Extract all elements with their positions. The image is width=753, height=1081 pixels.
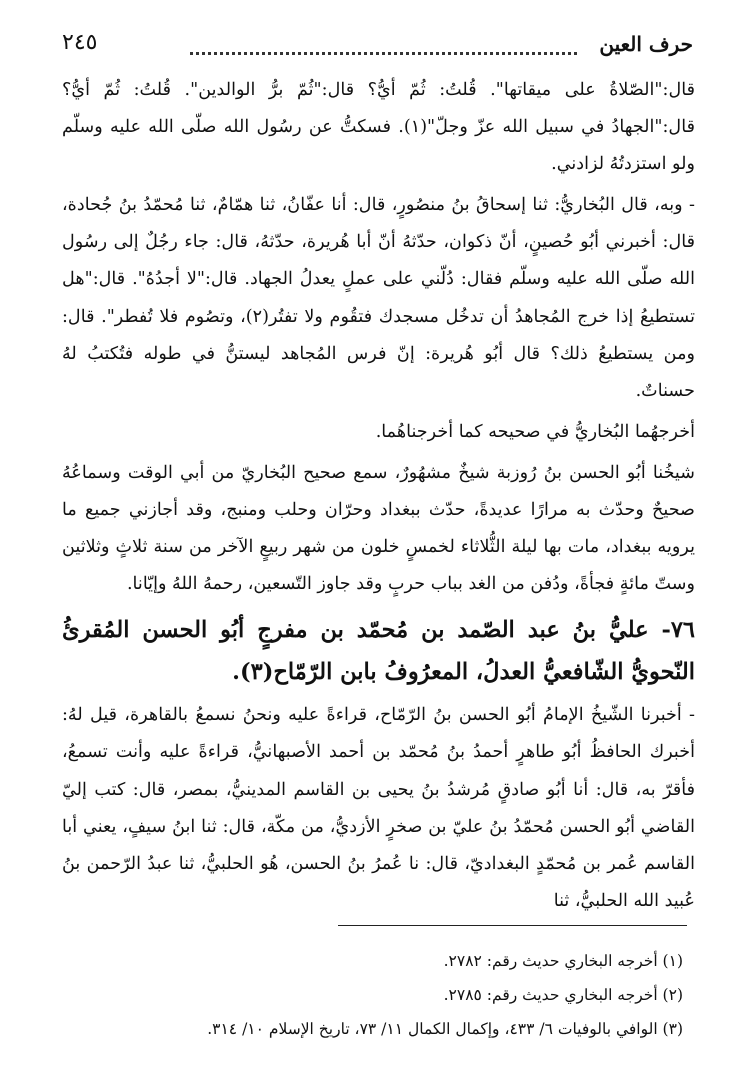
- chapter-title: حرف العين: [599, 32, 693, 56]
- main-text: [62, 72, 695, 920]
- footnote-1: (١) أخرجه البخاري حديث رقم: ٢٧٨٢.: [443, 952, 683, 970]
- paragraph-hadith-1: قال:"الصّلاةُ على ميقاتها". قُلتُ: ثُمّ أيُّ؟ قال:"ثُمّ برُّ الوالدين". قُلتُ: ثُمّ أيُّ؟ قال:"الجهادُ في سبيل الله عزّ وجلّ"(١). فسكتُّ عن رسُول الله صلّى الله عليه وسلّم ولو استزدتُهُ لزادني.: [62, 80, 695, 175]
- header-dotted-leader: [190, 52, 577, 55]
- paragraph-biography: شيخُنا أبُو الحسن بنُ رُوزبة شيخٌ مشهُورٌ، سمع صحيح البُخاريّ من أبي الوقت وسماعُهُ صحيحٌ وحدّث به مرارًا عديدةً، حدّث ببغداد وحرّان وحلب ومنبج، وقد أجازني جميع ما يرويه ببغداد، مات بها ليلة الثُّلاثاء لخمسٍ خلون من شهر ربيعٍ الآخر من سنة ثلاثٍ وثلاثين وستّ مائةٍ فجأةً، ودُفن من الغد بباب حربٍ وقد جاوز التّسعين، رحمهُ اللهُ وإيّانا.: [62, 462, 695, 595]
- footnote-separator: [338, 925, 687, 926]
- footnote-3: (٣) الوافي بالوفيات ٦/ ٤٣٣، وإكمال الكمال ١١/ ٧٣، تاريخ الإسلام ١٠/ ٣١٤.: [207, 1020, 683, 1038]
- entry-heading-76: ٧٦- عليُّ بنُ عبد الصّمد بن مُحمّد بن مفرجٍ أبُو الحسن المُقرئُ النّحويُّ الشّافعيُّ العدلُ، المعرُوفُ بابن الرّمّاح(٣).: [62, 617, 695, 686]
- running-header: [62, 26, 693, 66]
- paragraph-entry-76: - أخبرنا الشّيخُ الإمامُ أبُو الحسن بنُ الرّمّاح، قراءةً عليه ونحنُ نسمعُ بالقاهرة، قيل لهُ: أخبرك الحافظُ أبُو طاهرٍ أحمدُ بنُ مُحمّد بن أحمد الأصبهانيُّ، قراءةً عليه وأنت تسمعُ، فأقرّ به، قال: أنا أبُو صادقٍ مُرشدُ بنُ يحيى بن القاسم المدينيُّ، بمصر، قال: كتب إليّ القاضي أبُو الحسن مُحمّدُ بنُ عليّ بن صخرٍ الأزديُّ، من مكّة، قال: ثنا ابنُ سيفٍ، يعني أبا القاسم عُمر بن مُحمّدٍ البغداديّ، قال: نا عُمرُ بنُ الحسن، هُو الحلبيُّ، ثنا عبدُ الرّحمن بنُ عُبيد الله الحلبيُّ، ثنا: [62, 705, 695, 911]
- page-number: ٢٤٥: [62, 30, 98, 55]
- footnote-2: (٢) أخرجه البخاري حديث رقم: ٢٧٨٥.: [443, 986, 683, 1004]
- paragraph-takhrij: أخرجهُما البُخاريُّ في صحيحه كما أخرجناهُما.: [375, 421, 695, 442]
- footnotes: [62, 944, 683, 1046]
- paragraph-hadith-2: - وبه، قال البُخاريُّ: ثنا إسحاقُ بنُ منصُورٍ، قال: أنا عفّانُ، ثنا همّامٌ، ثنا مُحمّدُ بنُ جُحادة، قال: أخبرني أبُو حُصينٍ، أنّ ذكوان، حدّثهُ أنّ أبا هُريرة، حدّثهُ، قال: جاء رجُلٌ إلى رسُول الله صلّى الله عليه وسلّم فقال: دُلّني على عملٍ يعدلُ الجهاد. قال:"لا أجدُهُ". قال:"هل تستطيعُ إذا خرج المُجاهدُ أن تدخُل مسجدك فتقُوم ولا تفتُر(٢)، وتصُوم فلا تُفطر". قال: ومن يستطيعُ ذلك؟ قال أبُو هُريرة: إنّ فرس المُجاهد ليستنُّ في طوله فتُكتبُ لهُ حسناتٌ.: [62, 195, 696, 401]
